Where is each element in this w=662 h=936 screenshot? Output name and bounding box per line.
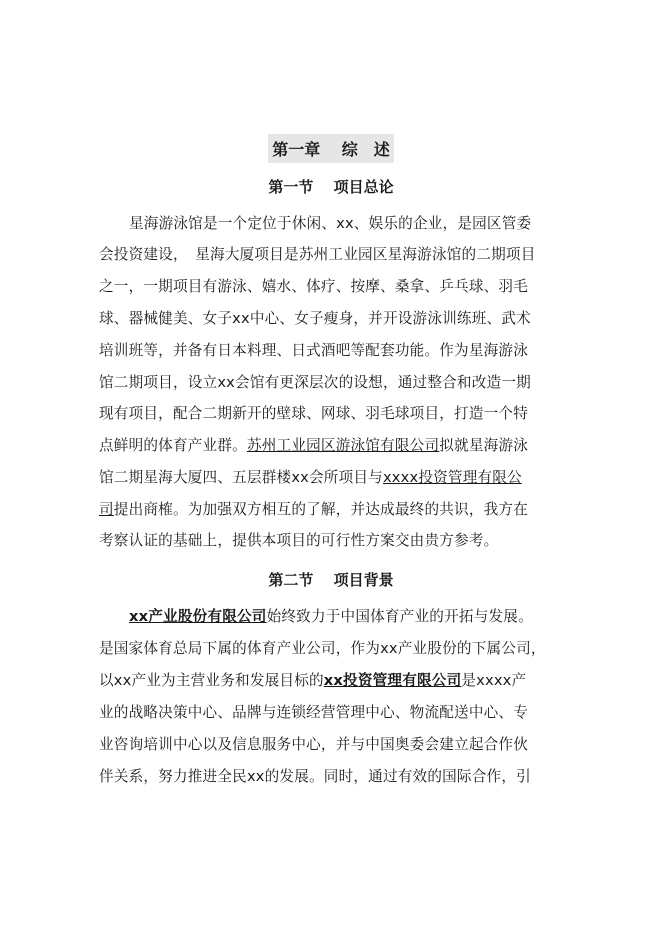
- line-text: 始终致力于中国体育产业的开拓与发展。: [266, 608, 533, 625]
- paragraph-line: [99, 498, 565, 519]
- company-name-link: xx投资管理有限公司: [323, 672, 462, 689]
- paragraph-line: 星海游泳馆是一个定位于休闲、xx、娱乐的企业，是园区管委: [129, 215, 532, 232]
- line-text: 点鲜明的体育产业群。: [99, 437, 247, 454]
- company-name-link: xx产业股份有限公司: [129, 608, 267, 625]
- section-title-1: 第一节 项目总论: [268, 178, 394, 196]
- paragraph-line: [129, 605, 595, 626]
- section-title-2: 第二节 项目背景: [268, 571, 394, 589]
- paragraph-line: [99, 466, 565, 487]
- paragraph-line: 会投资建设， 星海大厦项目是苏州工业园区星海游泳馆的二期项目: [99, 246, 536, 263]
- paragraph-line: 培训班等，并备有日本料理、日式酒吧等配套功能。作为星海游泳: [99, 342, 529, 359]
- paragraph-line: 之一，一期项目有游泳、嬉水、体疗、按摩、桑拿、乒乓球、羽毛: [99, 278, 529, 295]
- paragraph-line: 伴关系，努力推进全民xx的发展。同时，通过有效的国际合作，引: [99, 768, 531, 785]
- paragraph-line: 馆二期项目，设立xx会馆有更深层次的设想，通过整合和改造一期: [99, 374, 531, 391]
- paragraph-line: 球、器械健美、女子xx中心、女子瘦身，并开设游泳训练班、武术: [99, 310, 531, 327]
- line-text: 提出商榷。为加强双方相互的了解，并达成最终的共识，我方在: [113, 501, 529, 518]
- chapter-title: [0, 134, 662, 163]
- paragraph-line: 业咨询培训中心以及信息服务中心，并与中国奥委会建立起合作伙: [99, 736, 529, 753]
- paragraph-line: 业的战略决策中心、品牌与连锁经营管理中心、物流配送中心、专: [99, 704, 529, 721]
- line-text: 以xx产业为主营业务和发展目标的: [99, 672, 324, 689]
- line-text: 是xxxx产: [461, 672, 527, 689]
- paragraph-line: 是国家体育总局下属的体育产业公司，作为xx产业股份的下属公司，: [99, 640, 546, 657]
- company-name-link: 苏州工业园区游泳馆有限公司: [246, 437, 440, 454]
- paragraph-line: [99, 669, 565, 690]
- company-name-link: 司: [99, 501, 114, 518]
- paragraph-line: 现有项目，配合二期新开的壁球、网球、羽毛球项目，打造一个特: [99, 405, 529, 422]
- chapter-title-text: 第一章 综 述: [268, 134, 394, 163]
- company-name-link: xxxx投资管理有限公: [382, 469, 522, 486]
- paragraph-line: [99, 434, 565, 455]
- paragraph-line: 考察认证的基础上，提供本项目的可行性方案交由贵方参考。: [99, 532, 499, 549]
- line-text: 馆二期星海大厦四、五层群楼xx会所项目与: [99, 469, 383, 486]
- line-text: 拟就星海游泳: [439, 437, 529, 454]
